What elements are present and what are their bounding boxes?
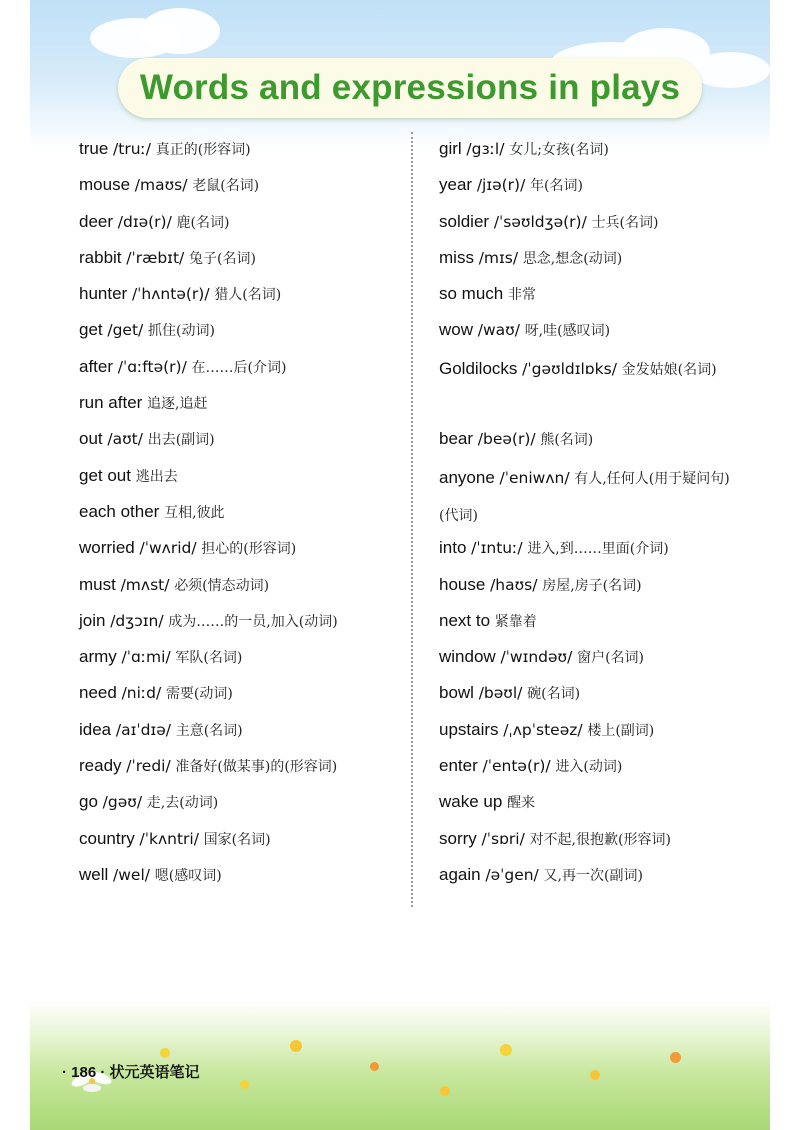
vocab-entry <box>79 532 404 568</box>
page-title: Words and expressions in plays <box>139 68 681 107</box>
vocab-phonetic: /ˈwʌrid/ <box>139 539 197 558</box>
vocab-gloss: 在……后(介词) <box>191 359 287 376</box>
vocab-entry <box>79 605 404 641</box>
vocab-entry <box>79 206 404 242</box>
vocab-gloss: 非常 <box>507 287 536 304</box>
vocab-phonetic: /ˈsəʊldʒə(r)/ <box>493 212 587 231</box>
vocab-gloss: 逃出去 <box>135 468 178 485</box>
vocab-word: country <box>79 828 135 848</box>
vocab-phonetic: /aʊt/ <box>107 430 143 449</box>
vocab-gloss: 出去(副词) <box>147 432 215 449</box>
vocab-entry <box>79 314 404 350</box>
vocab-gloss: 对不起,很抱歉(形容词) <box>529 831 671 848</box>
vocab-word: need <box>79 683 117 703</box>
title-banner <box>118 58 702 118</box>
vocab-entry <box>439 206 739 242</box>
vocab-entry <box>439 278 739 314</box>
vocab-phonetic: /ˈhʌntə(r)/ <box>131 285 210 304</box>
vocab-phonetic: /dɪə(r)/ <box>117 212 172 231</box>
vocab-phonetic: /aɪˈdɪə/ <box>115 720 171 739</box>
vocab-entry <box>439 169 739 205</box>
vocab-entry <box>79 387 404 423</box>
vocab-phonetic: /gəʊ/ <box>102 793 143 812</box>
vocab-entry <box>79 677 404 713</box>
vocab-entry <box>79 641 404 677</box>
vocab-entry <box>439 460 739 533</box>
vocab-gloss: 醒来 <box>507 795 536 812</box>
vocab-gloss: 进入,到……里面(介词) <box>527 541 669 558</box>
vocab-entry <box>79 496 404 532</box>
vocab-entry <box>439 314 739 350</box>
vocab-phonetic: /əˈgen/ <box>485 865 539 884</box>
vocab-entry <box>439 750 739 786</box>
flower <box>370 1062 379 1071</box>
vocab-entry <box>79 133 404 169</box>
vocab-phonetic: /haʊs/ <box>490 575 538 594</box>
vocab-phonetic: /ˈɑːftə(r)/ <box>117 357 187 376</box>
vocab-word: enter <box>439 756 478 776</box>
page-footer <box>62 1063 200 1083</box>
vocab-gloss: 走,去(动词) <box>146 795 219 812</box>
vocab-entry <box>79 569 404 605</box>
vocab-phonetic: /jɪə(r)/ <box>476 176 526 195</box>
column-divider <box>411 132 413 907</box>
vocab-phonetic: /waʊ/ <box>477 321 520 340</box>
vocab-gloss: 主意(名词) <box>175 722 243 739</box>
vocab-word: ready <box>79 756 122 776</box>
vocab-phonetic: /ˈsɒri/ <box>481 829 525 848</box>
vocab-gloss: 国家(名词) <box>203 831 271 848</box>
vocab-word: next to <box>439 610 491 630</box>
vocab-word: anyone <box>439 467 495 487</box>
vocab-word: window <box>439 647 496 667</box>
vocab-gloss: 熊(名词) <box>540 432 594 449</box>
vocab-entry <box>439 677 739 713</box>
vocab-entry <box>79 786 404 822</box>
vocab-word: wow <box>439 320 474 340</box>
vocab-word: deer <box>79 211 114 231</box>
vocab-entry <box>79 423 404 459</box>
book-title: 状元英语笔记 <box>109 1064 200 1081</box>
vocab-word: sorry <box>439 828 477 848</box>
vocab-phonetic: /maʊs/ <box>134 176 188 195</box>
vocab-gloss: 抓住(动词) <box>148 323 215 340</box>
vocab-word: army <box>79 647 117 667</box>
vocab-word: each other <box>79 501 160 521</box>
cloud <box>690 52 770 88</box>
vocab-gloss: 必须(情态动词) <box>174 577 270 594</box>
vocab-word: again <box>439 864 481 884</box>
vocab-gloss: 军队(名词) <box>175 650 243 667</box>
vocab-entry <box>79 351 404 387</box>
vocab-gloss: 有人,任何人(用于疑问句)(代词) <box>439 470 730 524</box>
vocab-word: bear <box>439 429 474 449</box>
vocab-word: well <box>79 864 109 884</box>
vocab-word: girl <box>439 139 462 158</box>
vocab-phonetic: /ˈkʌntri/ <box>139 829 199 848</box>
vocab-phonetic: /wel/ <box>113 865 150 884</box>
vocab-word: out <box>79 429 103 449</box>
vocab-gloss: 真正的(形容词) <box>155 142 251 158</box>
vocab-word: wake up <box>439 792 503 812</box>
vocab-phonetic: /ˈɑːmi/ <box>121 648 171 667</box>
vocab-gloss: 又,再一次(副词) <box>543 867 643 884</box>
vocab-gloss: 鹿(名词) <box>176 214 230 231</box>
vocab-word: after <box>79 356 114 376</box>
vocab-phonetic: /ˈredi/ <box>126 757 171 776</box>
vocab-word: bowl <box>439 683 474 703</box>
vocab-gloss: 思念,想念(动词) <box>522 250 623 267</box>
left-word-column <box>79 133 404 895</box>
vocab-phonetic: /beə(r)/ <box>477 430 536 449</box>
vocab-entry <box>79 714 404 750</box>
vocab-entry <box>439 605 739 641</box>
vocab-word: Goldilocks <box>439 358 518 378</box>
vocab-gloss: 年(名词) <box>530 178 583 195</box>
vocab-entry <box>439 242 739 278</box>
cloud <box>140 8 220 54</box>
vocab-word: upstairs <box>439 719 499 739</box>
footer-dot: · <box>96 1064 110 1081</box>
vocab-gloss: 碗(名词) <box>527 686 581 703</box>
vocab-gloss: 老鼠(名词) <box>192 178 260 195</box>
vocab-gloss: 互相,彼此 <box>164 504 225 521</box>
vocab-entry <box>439 714 739 750</box>
vocab-entry <box>79 460 404 496</box>
vocab-word: join <box>79 610 106 630</box>
vocab-entry <box>439 423 739 459</box>
flower <box>160 1048 170 1058</box>
vocab-entry <box>79 859 404 895</box>
vocab-gloss: 追逐,追赶 <box>147 396 208 413</box>
vocab-phonetic: /ˈeniwʌn/ <box>499 468 570 487</box>
vocab-entry <box>79 750 404 786</box>
vocab-gloss: 房屋,房子(名词) <box>542 577 642 594</box>
flower <box>440 1086 450 1096</box>
vocab-gloss: 进入(动词) <box>555 759 623 776</box>
vocab-word: go <box>79 792 98 812</box>
vocab-gloss: 准备好(做某事)的(形容词) <box>175 759 338 776</box>
vocab-phonetic: /gɜːl/ <box>466 140 505 158</box>
vocab-phonetic: /bəʊl/ <box>478 684 523 703</box>
vocab-word: so much <box>439 284 504 304</box>
vocab-word: rabbit <box>79 247 122 267</box>
vocab-gloss: 楼上(副词) <box>587 722 655 739</box>
vocab-word: soldier <box>439 211 490 231</box>
vocab-phonetic: /dʒɔɪn/ <box>110 611 164 630</box>
flower <box>590 1070 600 1080</box>
flower <box>240 1080 249 1089</box>
footer-dot: · <box>62 1064 72 1081</box>
flower <box>670 1052 681 1063</box>
vocab-gloss: 金发姑娘(名词) <box>621 361 717 378</box>
vocab-entry <box>439 641 739 677</box>
vocab-entry <box>439 532 739 568</box>
vocab-word: true <box>79 139 109 158</box>
vocab-gloss: 女儿;女孩(名词) <box>509 142 609 158</box>
vocab-entry <box>439 351 739 424</box>
vocab-phonetic: /mɪs/ <box>478 248 519 267</box>
flower <box>290 1040 302 1052</box>
vocab-entry <box>439 823 739 859</box>
vocab-gloss: 需要(动词) <box>165 686 233 703</box>
vocab-word: mouse <box>79 175 131 195</box>
vocab-word: must <box>79 574 116 594</box>
vocab-gloss: 呀,哇(感叹词) <box>524 323 611 340</box>
vocab-phonetic: /truː/ <box>113 140 151 158</box>
vocab-gloss: 兔子(名词) <box>188 250 256 267</box>
vocab-phonetic: /ˈɪntuː/ <box>471 539 523 558</box>
vocab-word: run after <box>79 393 143 413</box>
vocab-word: idea <box>79 719 112 739</box>
vocab-gloss: 成为……的一员,加入(动词) <box>168 613 338 630</box>
right-word-column <box>439 133 739 895</box>
vocab-gloss: 紧靠着 <box>494 613 537 630</box>
flower <box>500 1044 512 1056</box>
vocab-gloss: 猎人(名词) <box>214 287 282 304</box>
vocab-entry <box>79 242 404 278</box>
vocab-phonetic: /ˈræbɪt/ <box>126 248 185 267</box>
vocab-entry <box>79 169 404 205</box>
vocab-phonetic: /ˈgəʊldɪlɒks/ <box>522 359 617 378</box>
vocab-entry <box>79 278 404 314</box>
vocab-phonetic: /niːd/ <box>121 684 162 703</box>
vocab-word: into <box>439 538 467 558</box>
vocab-phonetic: /ˌʌpˈsteəz/ <box>503 720 583 739</box>
vocab-gloss: 担心的(形容词) <box>201 541 297 558</box>
vocab-word: get <box>79 320 103 340</box>
vocab-word: house <box>439 574 486 594</box>
vocab-entry <box>439 859 739 895</box>
vocab-word: miss <box>439 247 474 267</box>
vocab-phonetic: /mʌst/ <box>120 575 170 594</box>
vocab-word: year <box>439 175 473 195</box>
vocab-entry <box>439 569 739 605</box>
vocab-word: hunter <box>79 284 128 304</box>
vocab-gloss: 士兵(名词) <box>591 214 659 231</box>
vocab-phonetic: /get/ <box>107 321 144 340</box>
vocab-gloss: 嗯(感叹词) <box>154 867 222 884</box>
vocab-phonetic: /ˈwɪndəʊ/ <box>500 648 573 667</box>
vocab-entry <box>79 823 404 859</box>
vocab-word: worried <box>79 538 135 558</box>
vocab-word: get out <box>79 465 131 485</box>
vocab-entry <box>439 786 739 822</box>
page-number: 186 <box>71 1064 97 1081</box>
vocab-phonetic: /ˈentə(r)/ <box>482 757 551 776</box>
vocab-entry <box>439 133 739 169</box>
vocab-gloss: 窗户(名词) <box>577 650 645 667</box>
